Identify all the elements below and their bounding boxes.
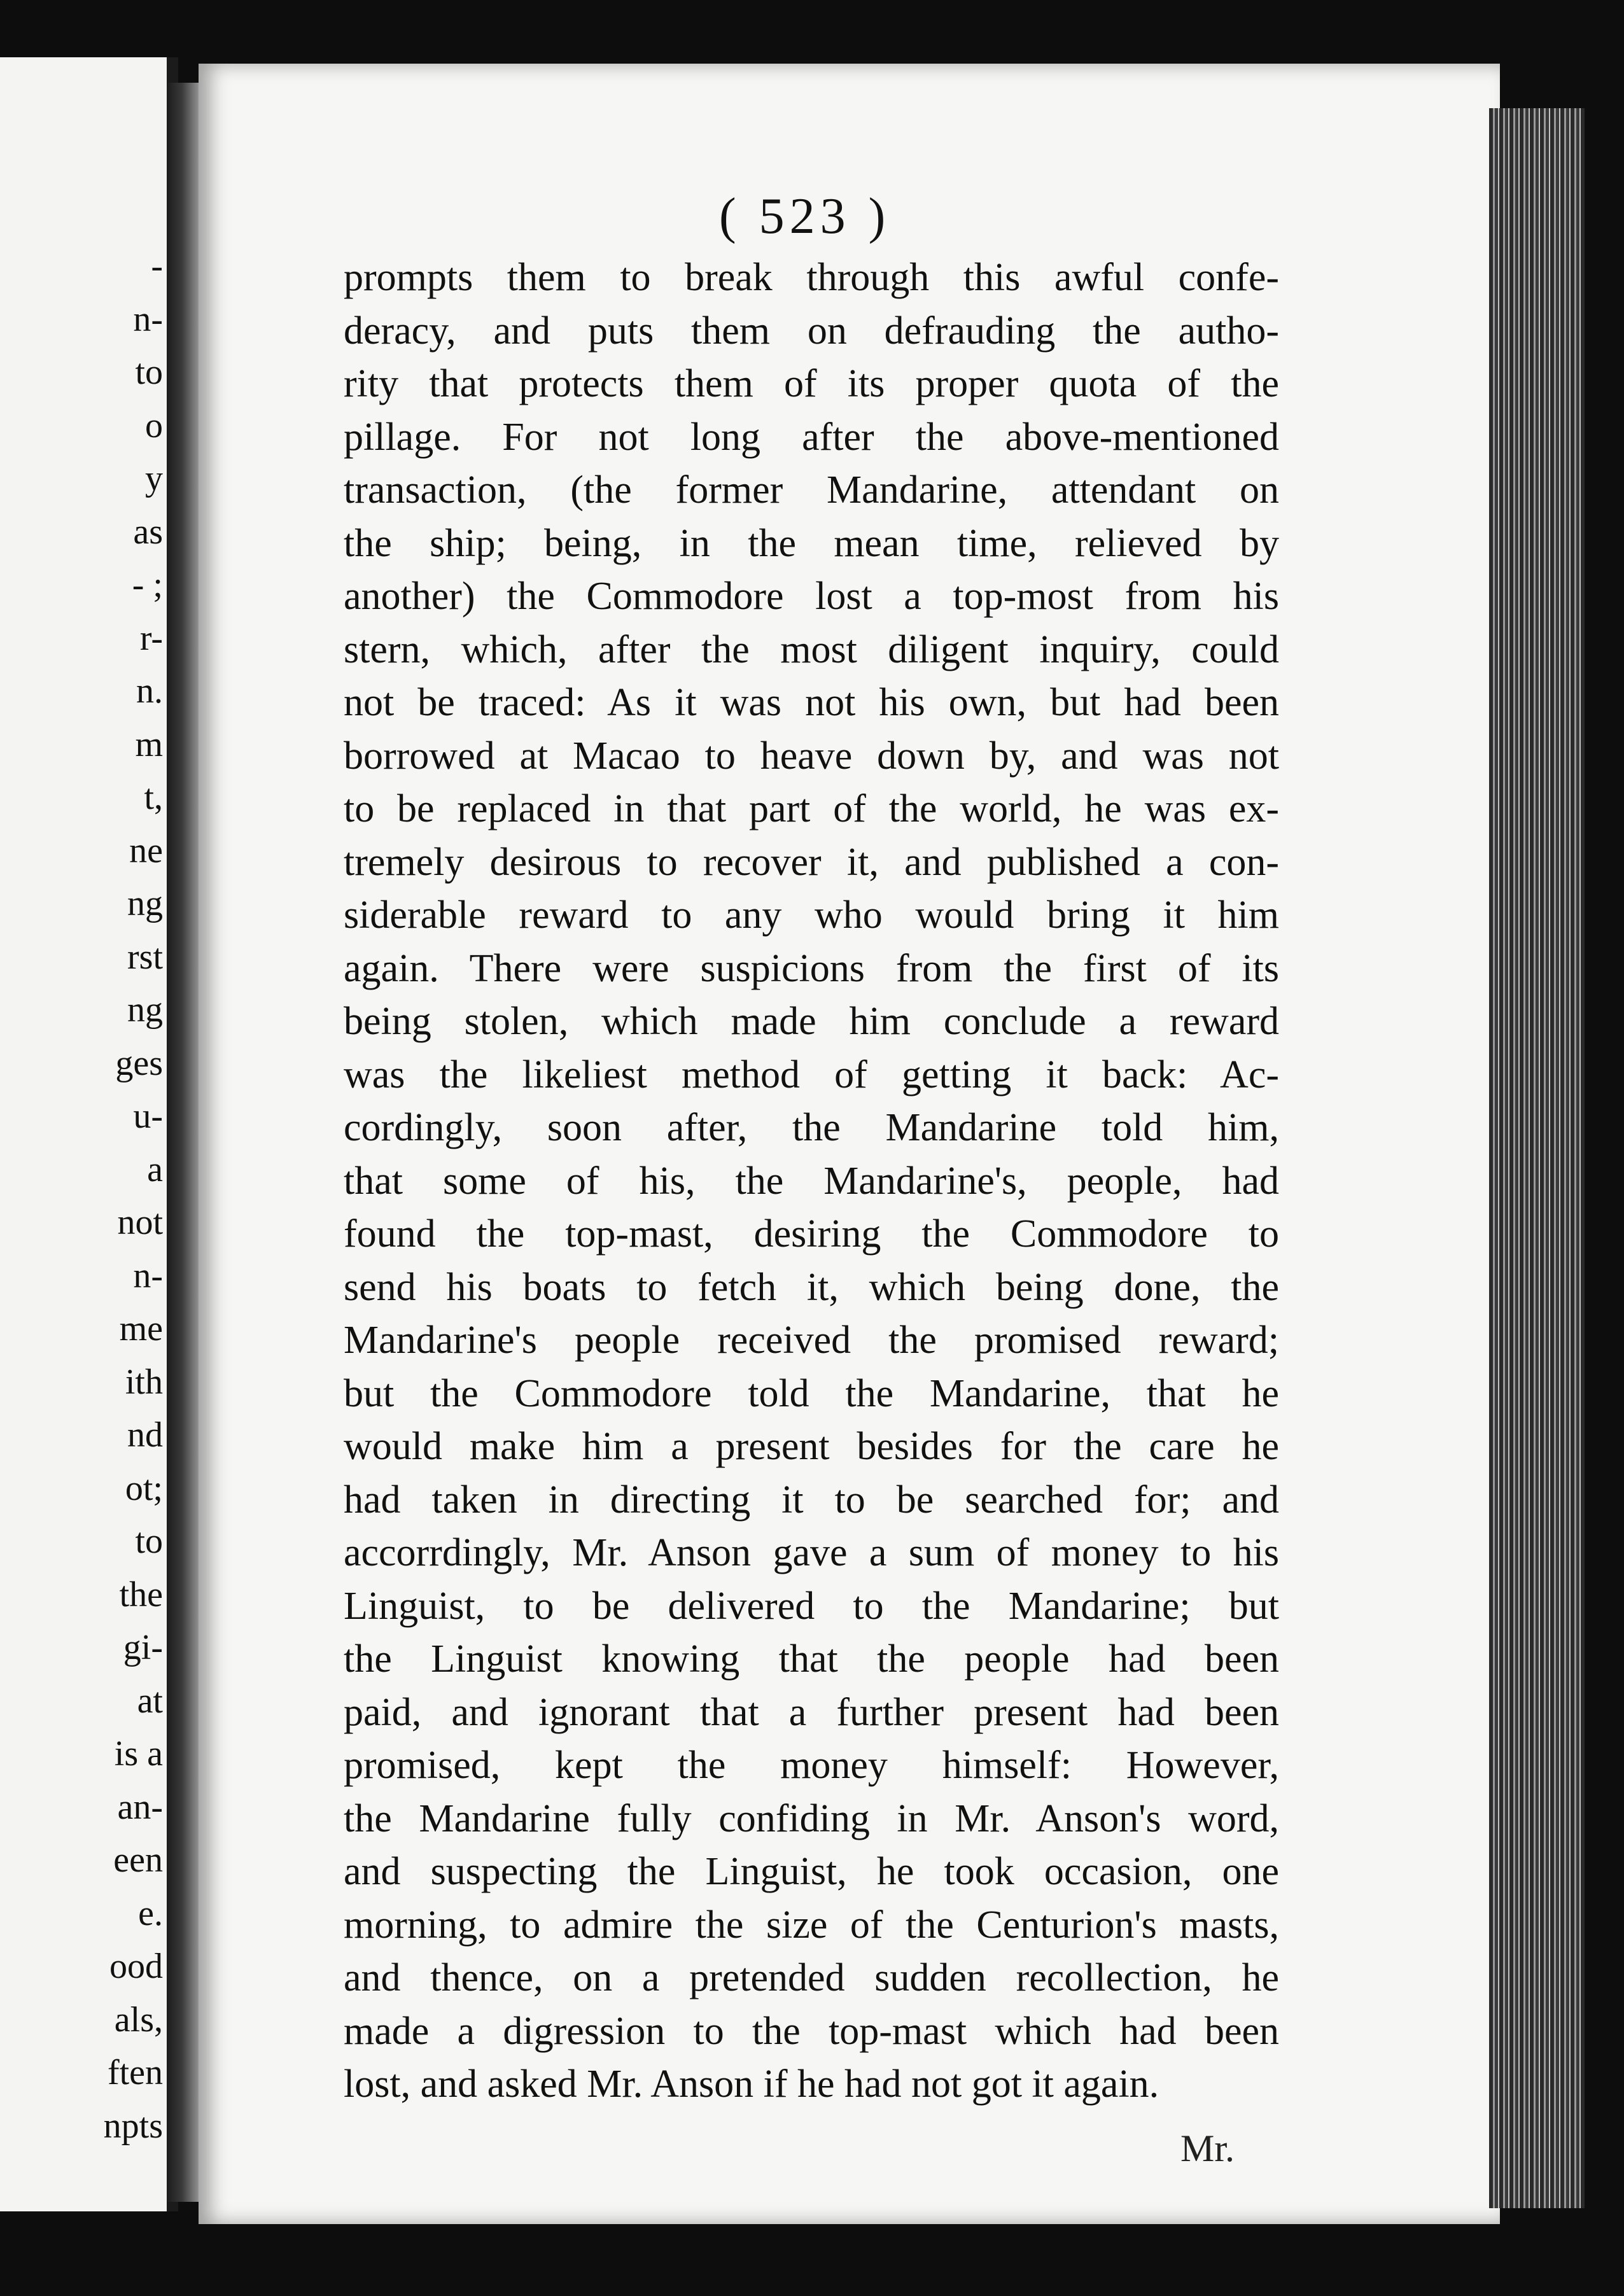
page-edges — [1489, 108, 1585, 2208]
left-page-fragment: ften — [107, 2053, 163, 2092]
left-page-fragment: n- — [133, 299, 163, 339]
left-page-fragment: as — [133, 512, 163, 552]
text-line: pillage. For not long after the above-mentioned — [344, 415, 1279, 459]
text-line: had taken in directing it to be searched for; and — [344, 1478, 1279, 1522]
left-page-fragment: rst — [127, 937, 163, 977]
text-line: paid, and ignorant that a further present had been — [344, 1690, 1279, 1734]
text-line: transaction, (the former Mandarine, attendant on — [344, 468, 1279, 512]
text-line: tremely desirous to recover it, and published a con- — [344, 840, 1279, 884]
left-page-fragment: een — [113, 1840, 163, 1880]
left-page-fragment: me — [119, 1309, 163, 1348]
page-number: ( 523 ) — [719, 188, 891, 244]
text-line: lost, and asked Mr. Anson if he had not got it again. — [344, 2062, 1159, 2106]
left-page-fragment: is a — [114, 1734, 163, 1774]
text-line: again. There were suspicions from the first of its — [344, 946, 1279, 990]
left-page-fragment: r- — [139, 618, 163, 658]
text-line: made a digression to the top-mast which had been — [344, 2009, 1279, 2053]
text-line: rity that protects them of its proper quota of the — [344, 362, 1279, 405]
left-page-fragment: to — [135, 1522, 163, 1561]
left-page-fragment: nd — [127, 1415, 163, 1455]
text-line: send his boats to fetch it, which being done, the — [344, 1265, 1279, 1309]
left-page-fragment: als, — [114, 1999, 163, 2040]
text-line: prompts them to break through this awful confe- — [344, 256, 1279, 299]
text-line: accorrdingly, Mr. Anson gave a sum of money to his — [344, 1531, 1279, 1574]
left-page-fragment: a — [147, 1149, 163, 1189]
left-page-fragment: an- — [117, 1787, 163, 1827]
text-line: being stolen, which made him conclude a reward — [344, 1000, 1279, 1043]
body-text — [344, 251, 1279, 2111]
text-line: the Mandarine fully confiding in Mr. Anson's word, — [344, 1796, 1279, 1840]
left-page-fragment: u- — [133, 1096, 163, 1136]
left-page-fragment: ng — [127, 990, 163, 1030]
text-line: to be replaced in that part of the world, he was ex- — [344, 787, 1279, 830]
left-page-fragment: to — [135, 353, 163, 392]
left-page-fragment: e. — [138, 1893, 163, 1933]
text-line: Mandarine's people received the promised reward; — [344, 1319, 1279, 1362]
left-page-fragment: m — [135, 724, 163, 764]
text-line: would make him a present besides for the care he — [344, 1425, 1279, 1468]
left-page-fragment: n- — [133, 1256, 163, 1296]
text-line: borrowed at Macao to heave down by, and was not — [344, 734, 1279, 778]
left-page-fragment: at — [137, 1681, 163, 1721]
left-page-fragment: the — [119, 1574, 163, 1614]
left-page-fragment: - ; — [132, 565, 163, 605]
text-line: siderable reward to any who would bring it him — [344, 893, 1279, 937]
left-page-fragment: n. — [136, 671, 163, 711]
text-line: and thence, on a pretended sudden recollection, he — [344, 1956, 1279, 1999]
left-page-fragment: ne — [129, 830, 163, 871]
text-line: deracy, and puts them on defrauding the autho- — [344, 309, 1279, 353]
left-facing-page — [0, 57, 178, 2211]
text-line: cordingly, soon after, the Mandarine told him, — [344, 1106, 1279, 1149]
text-line: Linguist, to be delivered to the Mandarine; but — [344, 1584, 1279, 1628]
text-line: the Linguist knowing that the people had been — [344, 1637, 1279, 1681]
left-page-fragment: not — [117, 1203, 163, 1242]
left-page-fragment: y — [145, 459, 163, 498]
left-page-fragment: ood — [109, 1947, 163, 1986]
text-line: stern, which, after the most diligent inquiry, could — [344, 627, 1279, 671]
text-line: was the likeliest method of getting it back: Ac- — [344, 1053, 1279, 1096]
text-line: morning, to admire the size of the Centurion's masts, — [344, 1903, 1279, 1947]
text-line: that some of his, the Mandarine's, people, had — [344, 1159, 1279, 1203]
catchword: Mr. — [1180, 2127, 1235, 2169]
text-line: not be traced: As it was not his own, but had been — [344, 681, 1279, 724]
left-page-fragment: ith — [125, 1362, 163, 1402]
text-line: but the Commodore told the Mandarine, that he — [344, 1371, 1279, 1415]
text-line: found the top-mast, desiring the Commodore to — [344, 1212, 1279, 1256]
text-line: another) the Commodore lost a top-most from his — [344, 575, 1279, 618]
text-line: and suspecting the Linguist, he took occasion, one — [344, 1850, 1279, 1893]
left-page-fragment: gi- — [123, 1628, 163, 1667]
left-page-fragment: ges — [115, 1043, 163, 1083]
left-page-fragment: ng — [127, 884, 163, 923]
left-page-fragment: o — [145, 405, 163, 445]
left-page-fragment: t, — [144, 778, 163, 817]
text-line: promised, kept the money himself: However, — [344, 1744, 1279, 1787]
text-line: the ship; being, in the mean time, relieved by — [344, 521, 1279, 565]
left-page-fragment: npts — [103, 2106, 163, 2146]
left-page-fragment: ot; — [125, 1468, 163, 1508]
left-page-fragment: - — [151, 246, 163, 286]
